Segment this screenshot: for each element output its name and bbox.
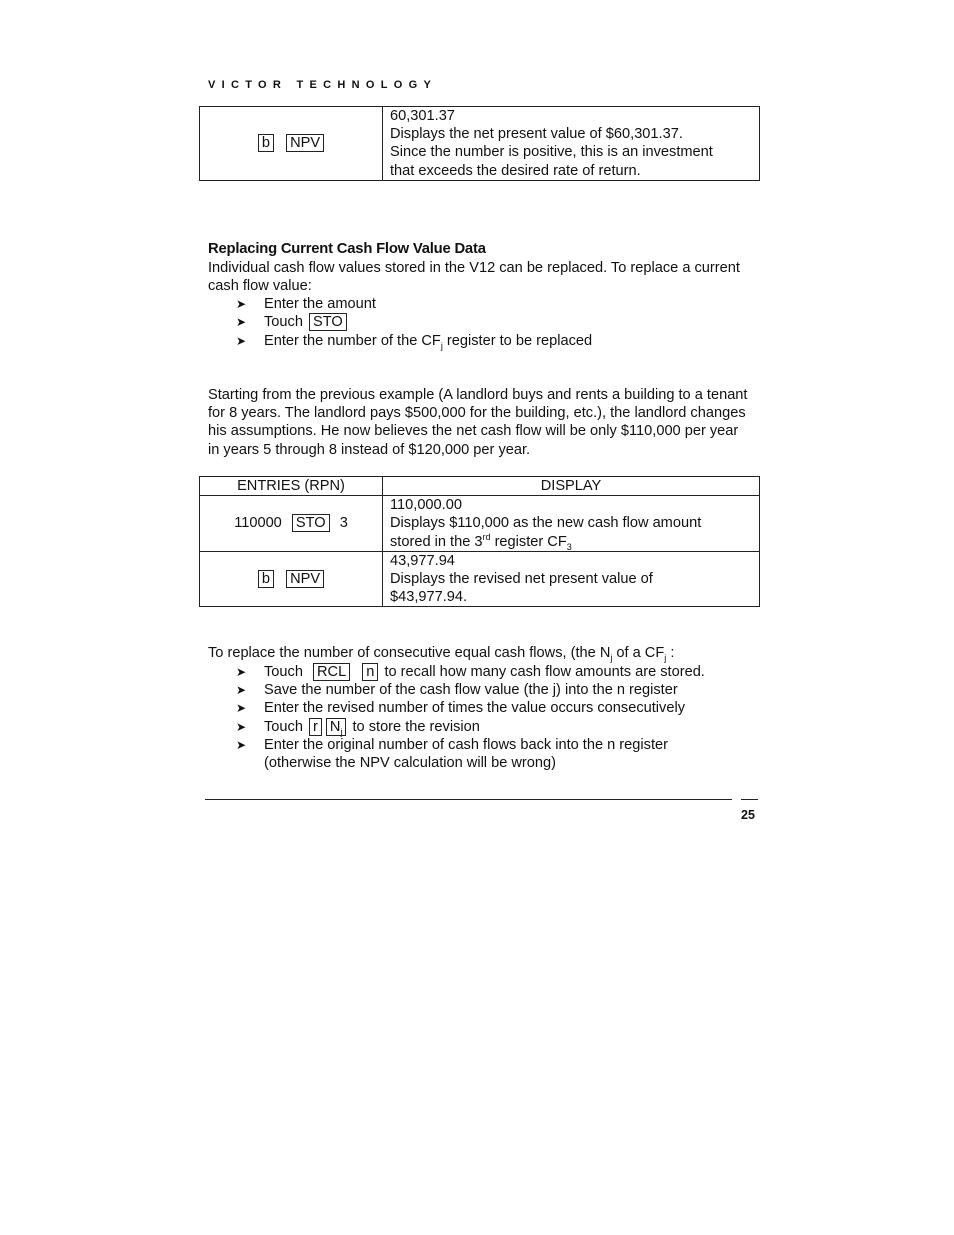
list-item: ➤ Save the number of the cash flow value (the j) into the n register	[236, 682, 678, 699]
list-item: ➤ Touch r $N_j$ to store the revision	[236, 718, 480, 737]
footer-rule-short	[741, 799, 758, 800]
npv-key: NPV	[286, 134, 324, 152]
page-number: 25	[741, 808, 755, 822]
arrow-bullet-icon: ➤	[236, 665, 247, 679]
arrow-bullet-icon: ➤	[236, 683, 247, 698]
entries-cell	[200, 551, 383, 607]
display-cell	[383, 496, 760, 552]
arrow-bullet-icon: ➤	[236, 297, 247, 311]
list-item: ➤ Enter the revised number of times the value occurs consecutively	[236, 700, 685, 717]
example-paragraph: Starting from the previous example (A landlord buys and rents a building to a tenant for 8 years. The landlord pays $500,000 for the building, etc.), the landlord changes his assumptions. He now believes the net cash flow will be only $110,000 per year in years 5 through 8 instead of $120,000 per year.	[208, 387, 748, 458]
arrow-bullet-icon: ➤	[236, 334, 247, 349]
r-key: r	[309, 718, 322, 736]
display-line: that exceeds the desired rate of return.	[390, 162, 641, 179]
arrow-bullet-icon: ➤	[236, 315, 247, 330]
sto-key: STO	[309, 313, 347, 331]
replace-count-intro: To replace the number of consecutive equal cash flows, (the $N_j$ of a $CF_j$ :	[208, 645, 675, 663]
intro-paragraph: Individual cash flow values stored in the V12 can be replaced. To replace a current cash flow value:	[208, 260, 740, 295]
display-cell	[383, 107, 760, 181]
display-line: $43,977.94.	[390, 589, 468, 606]
list-item: ➤ Touch RCL n to recall how many cash flow amounts are stored.	[236, 664, 705, 680]
sto-key: STO	[292, 514, 330, 532]
display-header: DISPLAY	[383, 477, 760, 496]
running-header: VICTOR TECHNOLOGY	[208, 79, 438, 91]
npv-result-table	[199, 106, 760, 181]
n-key: n	[362, 663, 378, 681]
arrow-bullet-icon: ➤	[236, 701, 247, 716]
display-value: 110,000.00	[390, 497, 462, 514]
display-value: 43,977.94	[390, 552, 455, 569]
b-key: b	[258, 570, 274, 588]
display-line: Displays the revised net present value of	[390, 571, 653, 588]
footer-rule	[205, 799, 732, 800]
entries-cell: 110000 STO 3	[200, 496, 383, 552]
display-cell	[383, 551, 760, 607]
display-value: 60,301.37	[390, 108, 455, 124]
list-item: ➤ Touch STO	[236, 313, 756, 331]
list-item: ➤ Enter the original number of cash flows back into the n register (otherwise the NPV calculation will be wrong)	[236, 736, 668, 772]
npv-key: NPV	[286, 570, 324, 588]
nj-key: $N_j$	[326, 718, 347, 736]
rcl-key: RCL	[313, 663, 350, 681]
entries-header: ENTRIES (RPN)	[200, 477, 383, 496]
replace-value-table	[199, 476, 760, 607]
replace-count-list	[236, 663, 756, 772]
replace-steps-list	[236, 295, 756, 351]
b-key: b	[258, 134, 274, 152]
display-line: Displays $110,000 as the new cash flow amount	[390, 515, 702, 532]
display-line: Since the number is positive, this is an investment	[390, 144, 713, 161]
list-item: ➤ Enter the amount	[236, 296, 376, 312]
display-line: Displays the net present value of $60,301.37.	[390, 126, 683, 143]
section-heading: Replacing Current Cash Flow Value Data	[208, 241, 486, 257]
list-item: ➤ Enter the number of the $CF_j$ register to be replaced	[236, 333, 593, 352]
display-line: stored in the 3rd register $CF_3$	[390, 531, 572, 552]
arrow-bullet-icon: ➤	[236, 737, 247, 752]
arrow-bullet-icon: ➤	[236, 719, 247, 734]
entries-cell	[200, 107, 383, 181]
